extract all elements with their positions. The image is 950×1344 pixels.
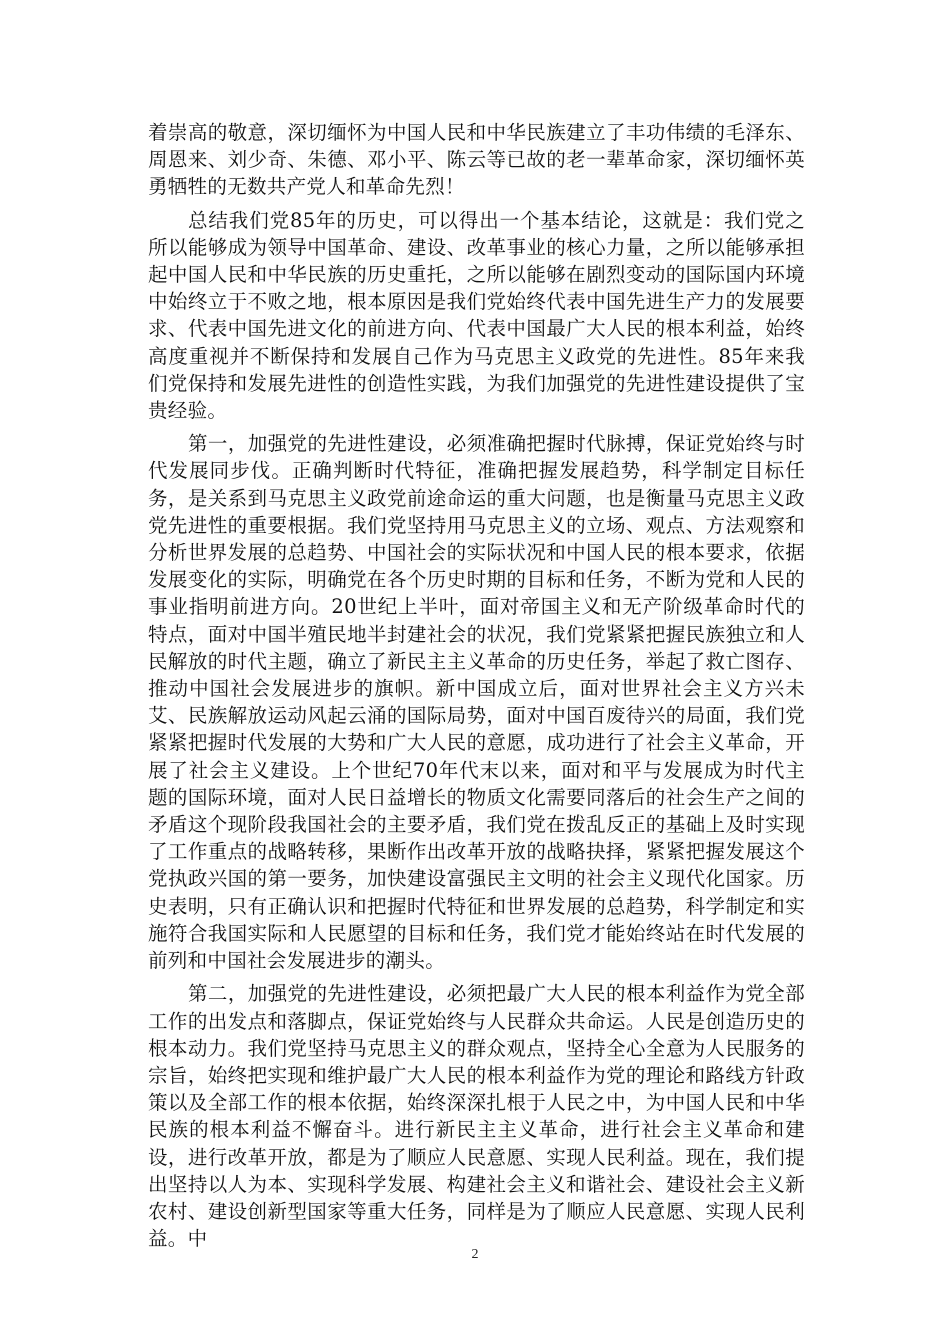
paragraph-continuation: 着崇高的敬意，深切缅怀为中国人民和中华民族建立了丰功伟绩的毛泽东、周恩来、刘少奇、朱德、邓小平、陈云等已故的老一辈革命家，深切缅怀英勇牺牲的无数共产党人和革命先烈！ xyxy=(148,121,805,199)
page-number: 2 xyxy=(471,1247,479,1262)
paragraph-conclusion: 总结我们党85年的历史，可以得出一个基本结论，这就是：我们党之所以能够成为领导中国革命、建设、改革事业的核心力量，之所以能够承担起中国人民和中华民族的历史重托，之所以能够在剧烈变动的国际国内环境中始终立于不败之地，根本原因是我们党始终代表中国先进生产力的发展要求、代表中国先进文化的前进方向、代表中国最广大人民的根本利益，始终高度重视并不断保持和发展自己作为马克思主义政党的先进性。85年来我们党保持和发展先进性的创造性实践，为我们加强党的先进性建设提供了宝贵经验。 xyxy=(148,208,805,423)
paragraph-second-point: 第二，加强党的先进性建设，必须把最广大人民的根本利益作为党全部工作的出发点和落脚点，保证党始终与人民群众共命运。人民是创造历史的根本动力。我们党坚持马克思主义的群众观点，坚持全心全意为人民服务的宗旨，始终把实现和维护最广大人民的根本利益作为党的理论和路线方针政策以及全部工作的根本依据，始终深深扎根于人民之中，为中国人民和中华民族的根本利益不懈奋斗。进行新民主主义革命，进行社会主义革命和建设，进行改革开放，都是为了顺应人民意愿、实现人民利益。现在，我们提出坚持以人为本、实现科学发展、构建社会主义和谐社会、建设社会主义新农村、建设创新型国家等重大任务，同样是为了顺应人民意愿、实现人民利益。中 xyxy=(148,982,805,1251)
document-body xyxy=(148,119,805,1252)
paragraph-first-point: 第一，加强党的先进性建设，必须准确把握时代脉搏，保证党始终与时代发展同步伐。正确判断时代特征，准确把握发展趋势，科学制定目标任务，是关系到马克思主义政党前途命运的重大问题，也是衡量马克思主义政党先进性的重要根据。我们党坚持用马克思主义的立场、观点、方法观察和分析世界发展的总趋势、中国社会的实际状况和中国人民的根本要求，依据发展变化的实际，明确党在各个历史时期的目标和任务，不断为党和人民的事业指明前进方向。20世纪上半叶，面对帝国主义和无产阶级革命时代的特点，面对中国半殖民地半封建社会的状况，我们党紧紧把握民族独立和人民解放的时代主题，确立了新民主主义革命的历史任务，举起了救亡图存、推动中国社会发展进步的旗帜。新中国成立后，面对世界社会主义方兴未艾、民族解放运动风起云涌的国际局势，面对中国百废待兴的局面，我们党紧紧把握时代发展的大势和广大人民的意愿，成功进行了社会主义革命，开展了社会主义建设。上个世纪70年代末以来，面对和平与发展成为时代主题的国际环境，面对人民日益增长的物质文化需要同落后的社会生产之间的矛盾这个现阶段我国社会的主要矛盾，我们党在拨乱反正的基础上及时实现了工作重点的战略转移，果断作出改革开放的战略抉择，紧紧把握发展这个党执政兴国的第一要务，加快建设富强民主文明的社会主义现代化国家。历史表明，只有正确认识和把握时代特征和世界发展的总趋势，科学制定和实施符合我国实际和人民愿望的目标和任务，我们党才能始终站在时代发展的前列和中国社会发展进步的潮头。 xyxy=(148,432,805,973)
